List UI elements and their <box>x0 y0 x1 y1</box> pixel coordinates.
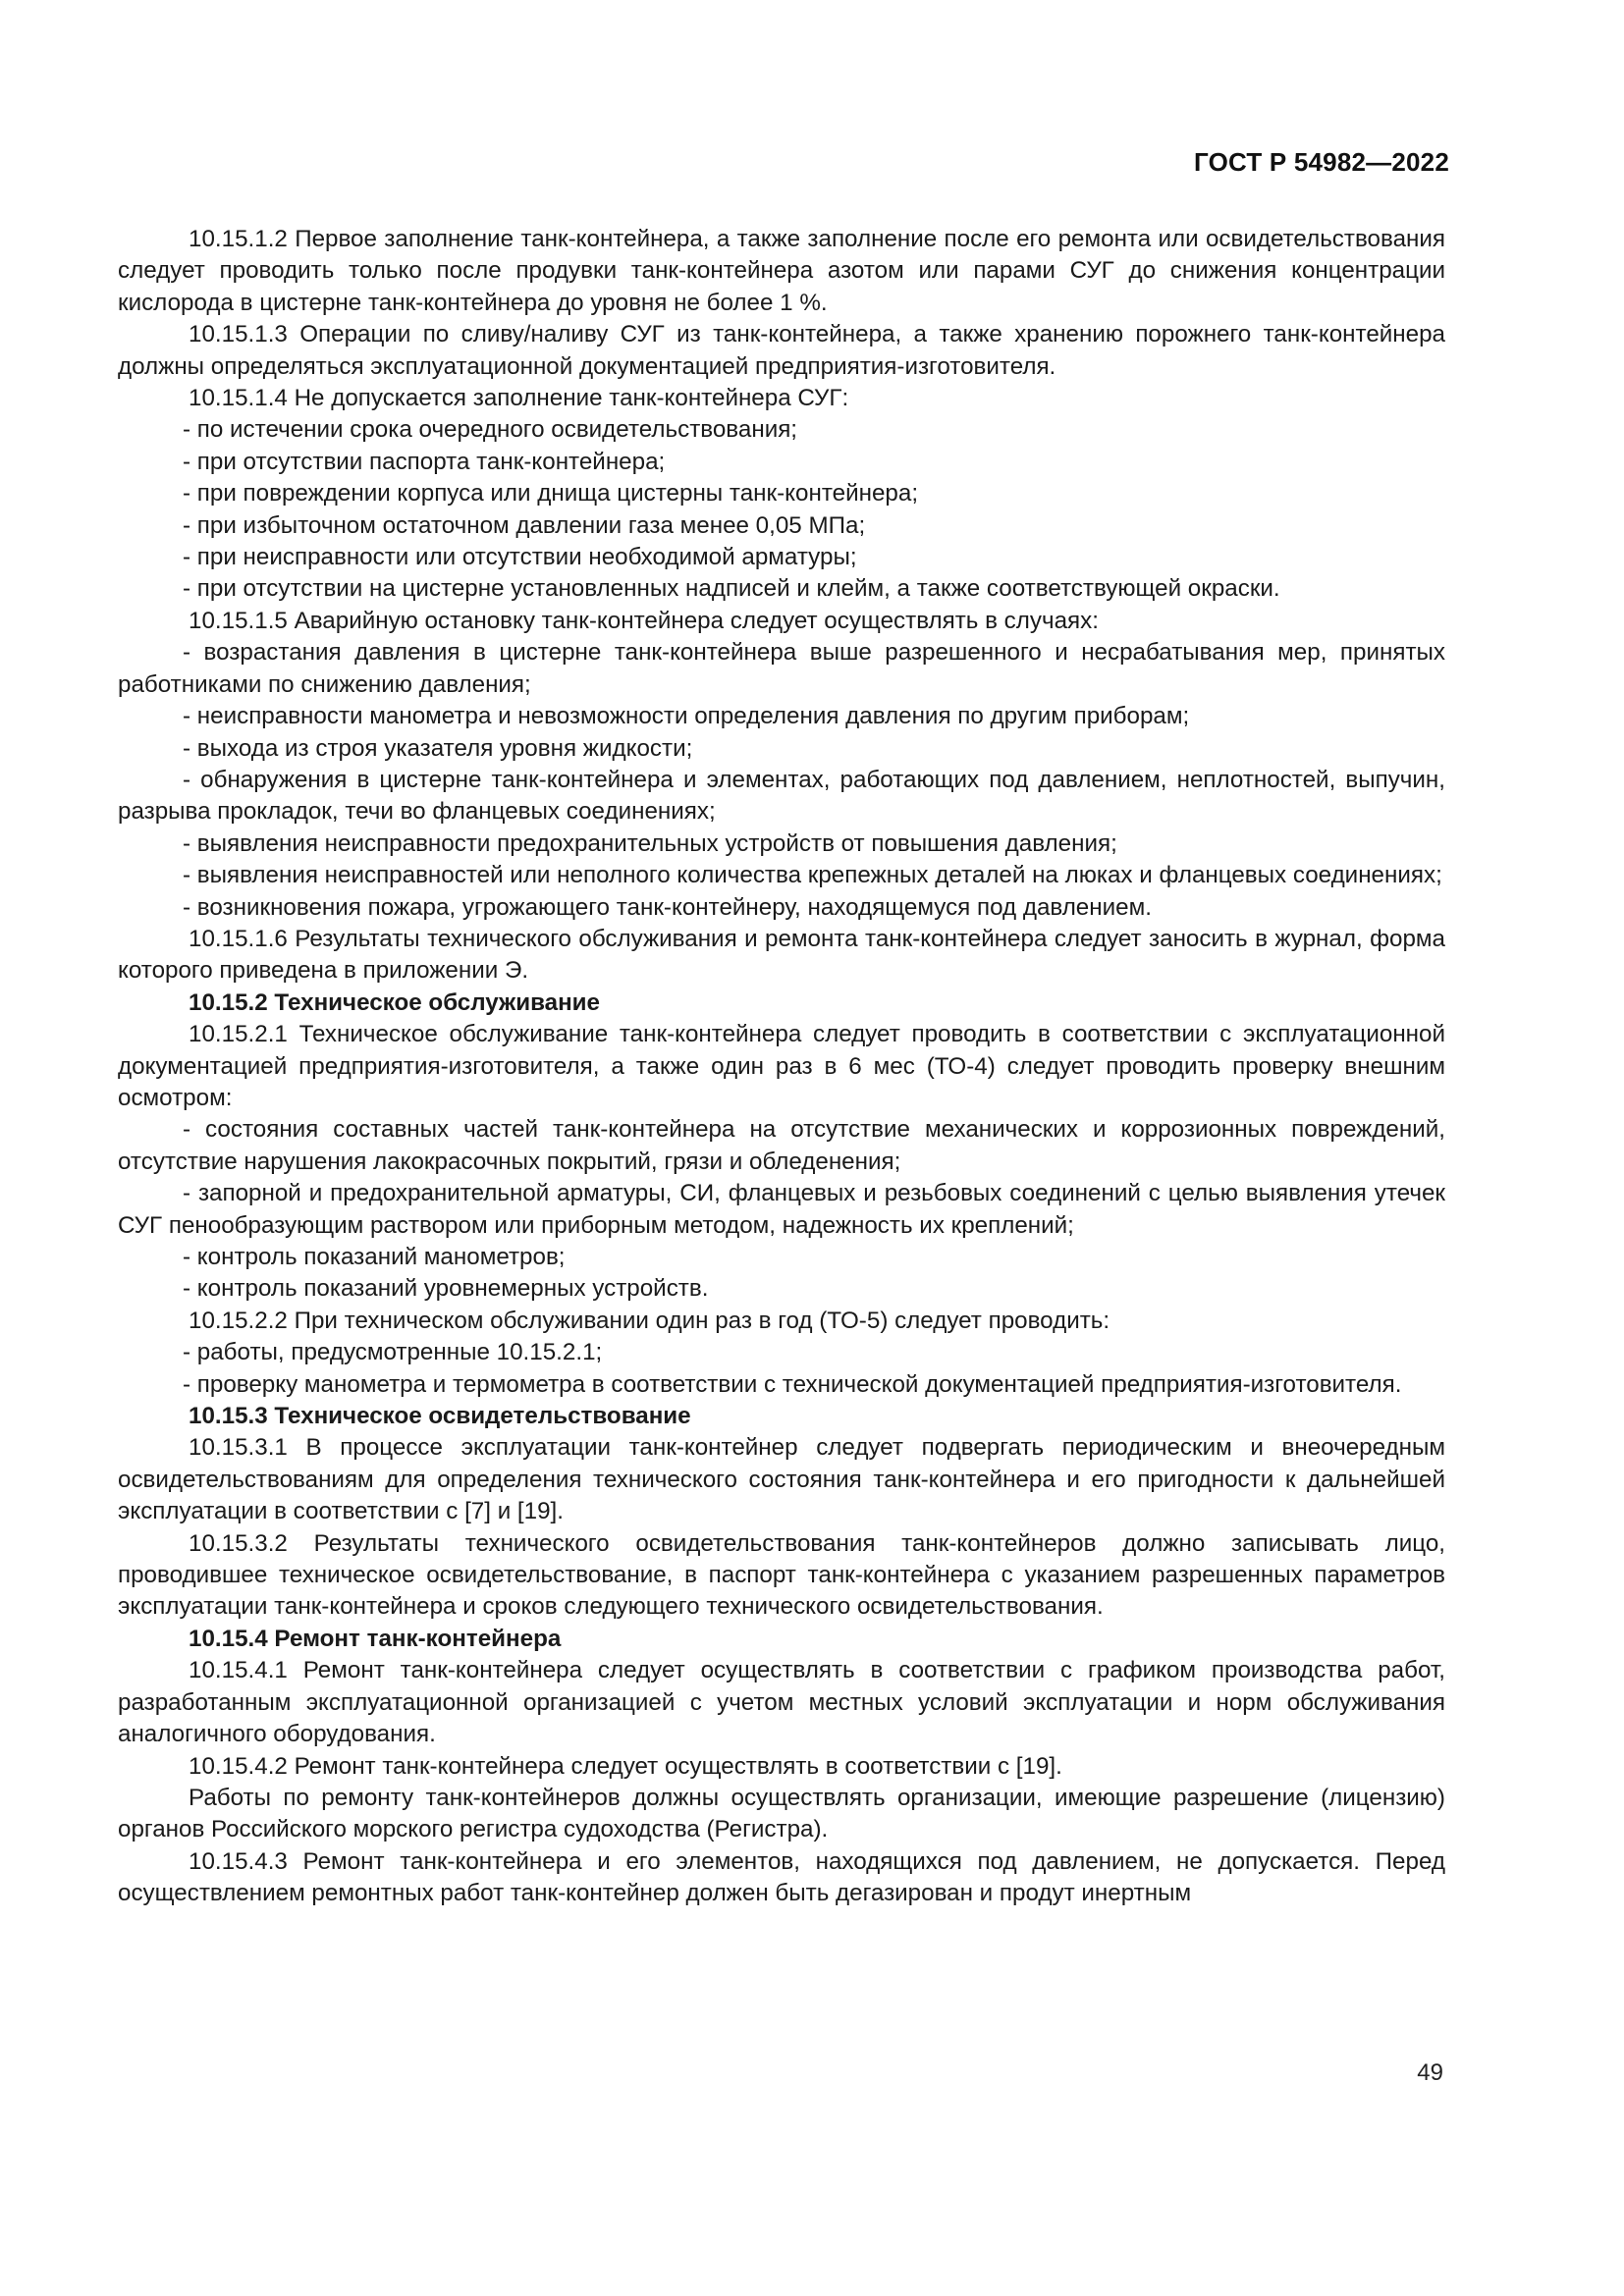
list-item: - при избыточном остаточном давлении газа менее 0,05 МПа; <box>183 511 866 539</box>
list-item: - выявления неисправностей или неполного количества крепежных деталей на люках и фланцевых соединениях; <box>183 862 1442 889</box>
list-item: - по истечении срока очередного освидетельствования; <box>183 416 798 444</box>
list-item: - неисправности манометра и невозможности определения давления по другим приборам; <box>183 703 1190 730</box>
list-item: - возникновения пожара, угрожающего танк-контейнеру, находящемуся под давлением. <box>183 893 1152 921</box>
list-item: - обнаружения в цистерне танк-контейнера и элементах, работающих под давлением, неплотностей, выпучин, разрыва прокладок, течи во фланцевых соединениях; <box>118 766 1445 826</box>
list-item: - при отсутствии на цистерне установленных надписей и клейм, а также соответствующей окраски. <box>183 575 1280 603</box>
paragraph-10-15-2-2: 10.15.2.2 При техническом обслуживании один раз в год (ТО-5) следует проводить: <box>189 1307 1110 1334</box>
section-heading-10-15-2: 10.15.2 Техническое обслуживание <box>189 988 601 1016</box>
list-item: - проверку манометра и термометра в соответствии с технической документацией предприятия-изготовителя. <box>183 1370 1402 1398</box>
list-item: - возрастания давления в цистерне танк-контейнера выше разрешенного и несрабатывания мер, принятых работниками по снижению давления; <box>118 639 1445 698</box>
paragraph-10-15-1-5: 10.15.1.5 Аварийную остановку танк-контейнера следует осуществлять в случаях: <box>189 607 1099 634</box>
list-item: - состояния составных частей танк-контейнера на отсутствие механических и коррозионных повреждений, отсутствие нарушения лакокрасочных покрытий, грязи и обледенения; <box>118 1116 1445 1175</box>
paragraph-10-15-1-4: 10.15.1.4 Не допускается заполнение танк-контейнера СУГ: <box>189 385 849 412</box>
page-number: 49 <box>1417 2059 1443 2086</box>
document-body <box>118 224 1445 1910</box>
section-heading-10-15-3: 10.15.3 Техническое освидетельствование <box>189 1403 691 1430</box>
paragraph-10-15-1-3: 10.15.1.3 Операции по сливу/наливу СУГ из танк-контейнера, а также хранению порожнего танк-контейнера должны определяться эксплуатационной документацией предприятия-изготовителя. <box>118 321 1445 380</box>
list-item: - контроль показаний манометров; <box>183 1244 566 1270</box>
list-item: - при отсутствии паспорта танк-контейнера; <box>183 448 666 475</box>
paragraph-10-15-2-1: 10.15.2.1 Техническое обслуживание танк-контейнера следует проводить в соответствии с эксплуатационной документацией предприятия-изготовителя, а также один раз в 6 мес (ТО-4) следует проводить проверку внешним осмотром: <box>118 1021 1445 1111</box>
paragraph-10-15-3-2: 10.15.3.2 Результаты технического освидетельствования танк-контейнеров должно записывать лицо, проводившее техническое освидетельствование, в паспорт танк-контейнера с указанием разрешенных параметров эксплуатации танк-контейнера и сроков следующего технического освидетельствования. <box>118 1529 1445 1621</box>
list-item: - выявления неисправности предохранительных устройств от повышения давления; <box>183 829 1117 857</box>
list-item: - контроль показаний уровнемерных устройств. <box>183 1275 709 1303</box>
paragraph-10-15-4-3: 10.15.4.3 Ремонт танк-контейнера и его элементов, находящихся под давлением, не допускается. Перед осуществлением ремонтных работ танк-контейнер должен быть дегазирован и продут инертным <box>118 1847 1445 1907</box>
paragraph-10-15-1-6: 10.15.1.6 Результаты технического обслуживания и ремонта танк-контейнера следует заносить в журнал, форма которого приведена в приложении Э. <box>118 925 1445 985</box>
section-heading-10-15-4: 10.15.4 Ремонт танк-контейнера <box>189 1625 562 1652</box>
paragraph-10-15-3-1: 10.15.3.1 В процессе эксплуатации танк-контейнер следует подвергать периодическим и внеочередным освидетельствованиям для определения технического состояния танк-контейнера и его пригодности к дальнейшей эксплуатации в соответствии с [7] и [19]. <box>118 1434 1445 1525</box>
list-item: - выхода из строя указателя уровня жидкости; <box>183 734 693 762</box>
paragraph-10-15-4-2: 10.15.4.2 Ремонт танк-контейнера следует осуществлять в соответствии с [19]. <box>189 1752 1062 1780</box>
list-item: - запорной и предохранительной арматуры, СИ, фланцевых и резьбовых соединений с целью выявления утечек СУГ пенообразующим раствором или приборным методом, надежность их креплений; <box>118 1180 1445 1239</box>
paragraph-10-15-4-1: 10.15.4.1 Ремонт танк-контейнера следует осуществлять в соответствии с графиком производства работ, разработанным эксплуатационной организацией с учетом местных условий эксплуатации и норм обслуживания аналогичного оборудования. <box>118 1657 1445 1748</box>
paragraph-licensing: Работы по ремонту танк-контейнеров должны осуществлять организации, имеющие разрешение (лицензию) органов Российского морского регистра судоходства (Регистра). <box>118 1784 1445 1843</box>
document-code: ГОСТ Р 54982—2022 <box>1194 147 1449 177</box>
list-item: - работы, предусмотренные 10.15.2.1; <box>183 1339 603 1366</box>
paragraph-10-15-1-2: 10.15.1.2 Первое заполнение танк-контейнера, а также заполнение после его ремонта или освидетельствования следует проводить только после продувки танк-контейнера азотом или парами СУГ до снижения концентрации кислорода в цистерне танк-контейнера до уровня не более 1 %. <box>118 226 1445 316</box>
list-item: - при повреждении корпуса или днища цистерны танк-контейнера; <box>183 480 919 507</box>
list-item: - при неисправности или отсутствии необходимой арматуры; <box>183 544 857 571</box>
